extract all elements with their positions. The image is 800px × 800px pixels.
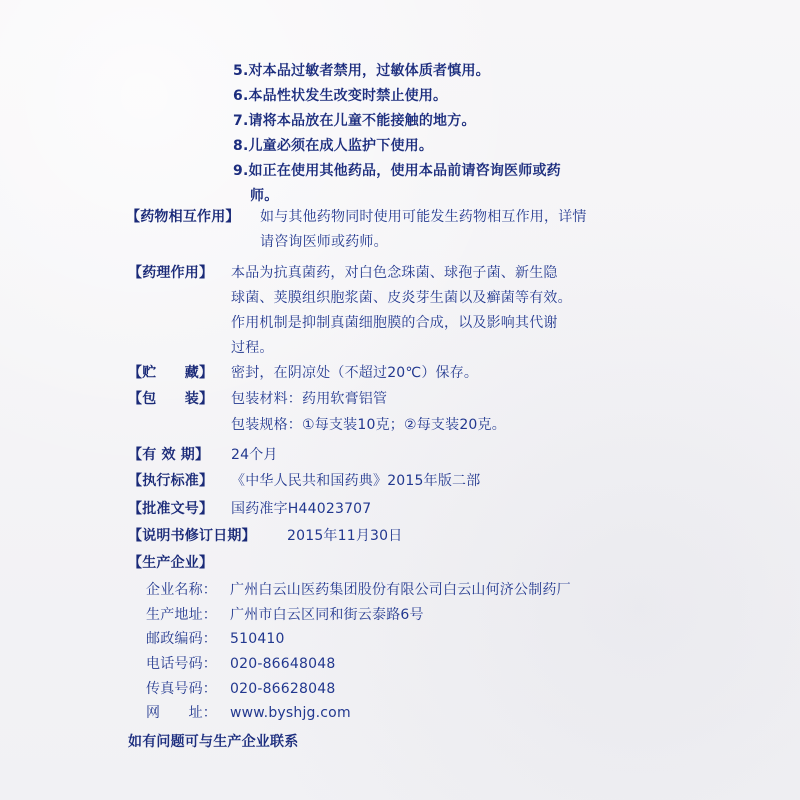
validity-value: 24个月: [231, 447, 278, 463]
packaging-label: 【包 装】: [128, 391, 214, 407]
company-value: 广州白云山医药集团股份有限公司白云山何济公制药厂: [230, 582, 571, 598]
drug-interactions-line-1: 如与其他药物同时使用可能发生药物相互作用，详情: [260, 209, 587, 225]
storage-label: 【贮 藏】: [128, 365, 214, 381]
pharmacology-label: 【药理作用】: [128, 265, 214, 281]
phone-value: 020-86648048: [230, 656, 336, 672]
note-6: 6.本品性状发生改变时禁止使用。: [233, 88, 448, 104]
standard-value: 《中华人民共和国药典》2015年版二部: [231, 473, 481, 489]
approval-label: 【批准文号】: [128, 501, 214, 517]
pharmacology-line-4: 过程。: [231, 340, 274, 356]
drug-interactions-label: 【药物相互作用】: [126, 209, 240, 225]
validity-label: 【有 效 期】: [128, 447, 210, 463]
postcode-label: 邮政编码：: [146, 631, 217, 647]
note-9: 9.如正在使用其他药品，使用本品前请咨询医师或药: [233, 163, 561, 179]
note-8: 8.儿童必须在成人监护下使用。: [233, 138, 434, 154]
storage-value: 密封，在阴凉处（不超过20℃）保存。: [231, 365, 479, 381]
postcode-value: 510410: [230, 631, 285, 647]
address-value: 广州市白云区同和街云泰路6号: [230, 607, 424, 623]
revision-date-label: 【说明书修订日期】: [128, 528, 256, 544]
website-label: 网 址：: [146, 705, 217, 721]
fax-label: 传真号码：: [146, 681, 217, 697]
phone-label: 电话号码：: [146, 656, 217, 672]
drug-interactions-line-2: 请咨询医师或药师。: [260, 234, 388, 250]
note-9-continued: 师。: [250, 188, 279, 204]
note-7: 7.请将本品放在儿童不能接触的地方。: [233, 113, 476, 129]
standard-label: 【执行标准】: [128, 473, 214, 489]
approval-value: 国药准字H44023707: [231, 501, 372, 517]
packaging-specification: 包装规格：①每支装10克；②每支装20克。: [231, 417, 506, 433]
pharmacology-line-1: 本品为抗真菌药，对白色念珠菌、球孢子菌、新生隐: [231, 265, 558, 281]
pharmacology-line-3: 作用机制是抑制真菌细胞膜的合成，以及影响其代谢: [231, 315, 558, 331]
note-5: 5.对本品过敏者禁用，过敏体质者慎用。: [233, 63, 490, 79]
address-label: 生产地址：: [146, 607, 217, 623]
packaging-material: 包装材料：药用软膏铝管: [231, 391, 388, 407]
website-value: www.byshjg.com: [230, 705, 351, 721]
footer-contact-note: 如有问题可与生产企业联系: [128, 734, 299, 750]
manufacturer-label: 【生产企业】: [128, 555, 214, 571]
revision-date-value: 2015年11月30日: [287, 528, 403, 544]
fax-value: 020-86628048: [230, 681, 336, 697]
company-label: 企业名称：: [146, 582, 217, 598]
pharmacology-line-2: 球菌、荚膜组织胞浆菌、皮炎芽生菌以及癣菌等有效。: [231, 290, 572, 306]
